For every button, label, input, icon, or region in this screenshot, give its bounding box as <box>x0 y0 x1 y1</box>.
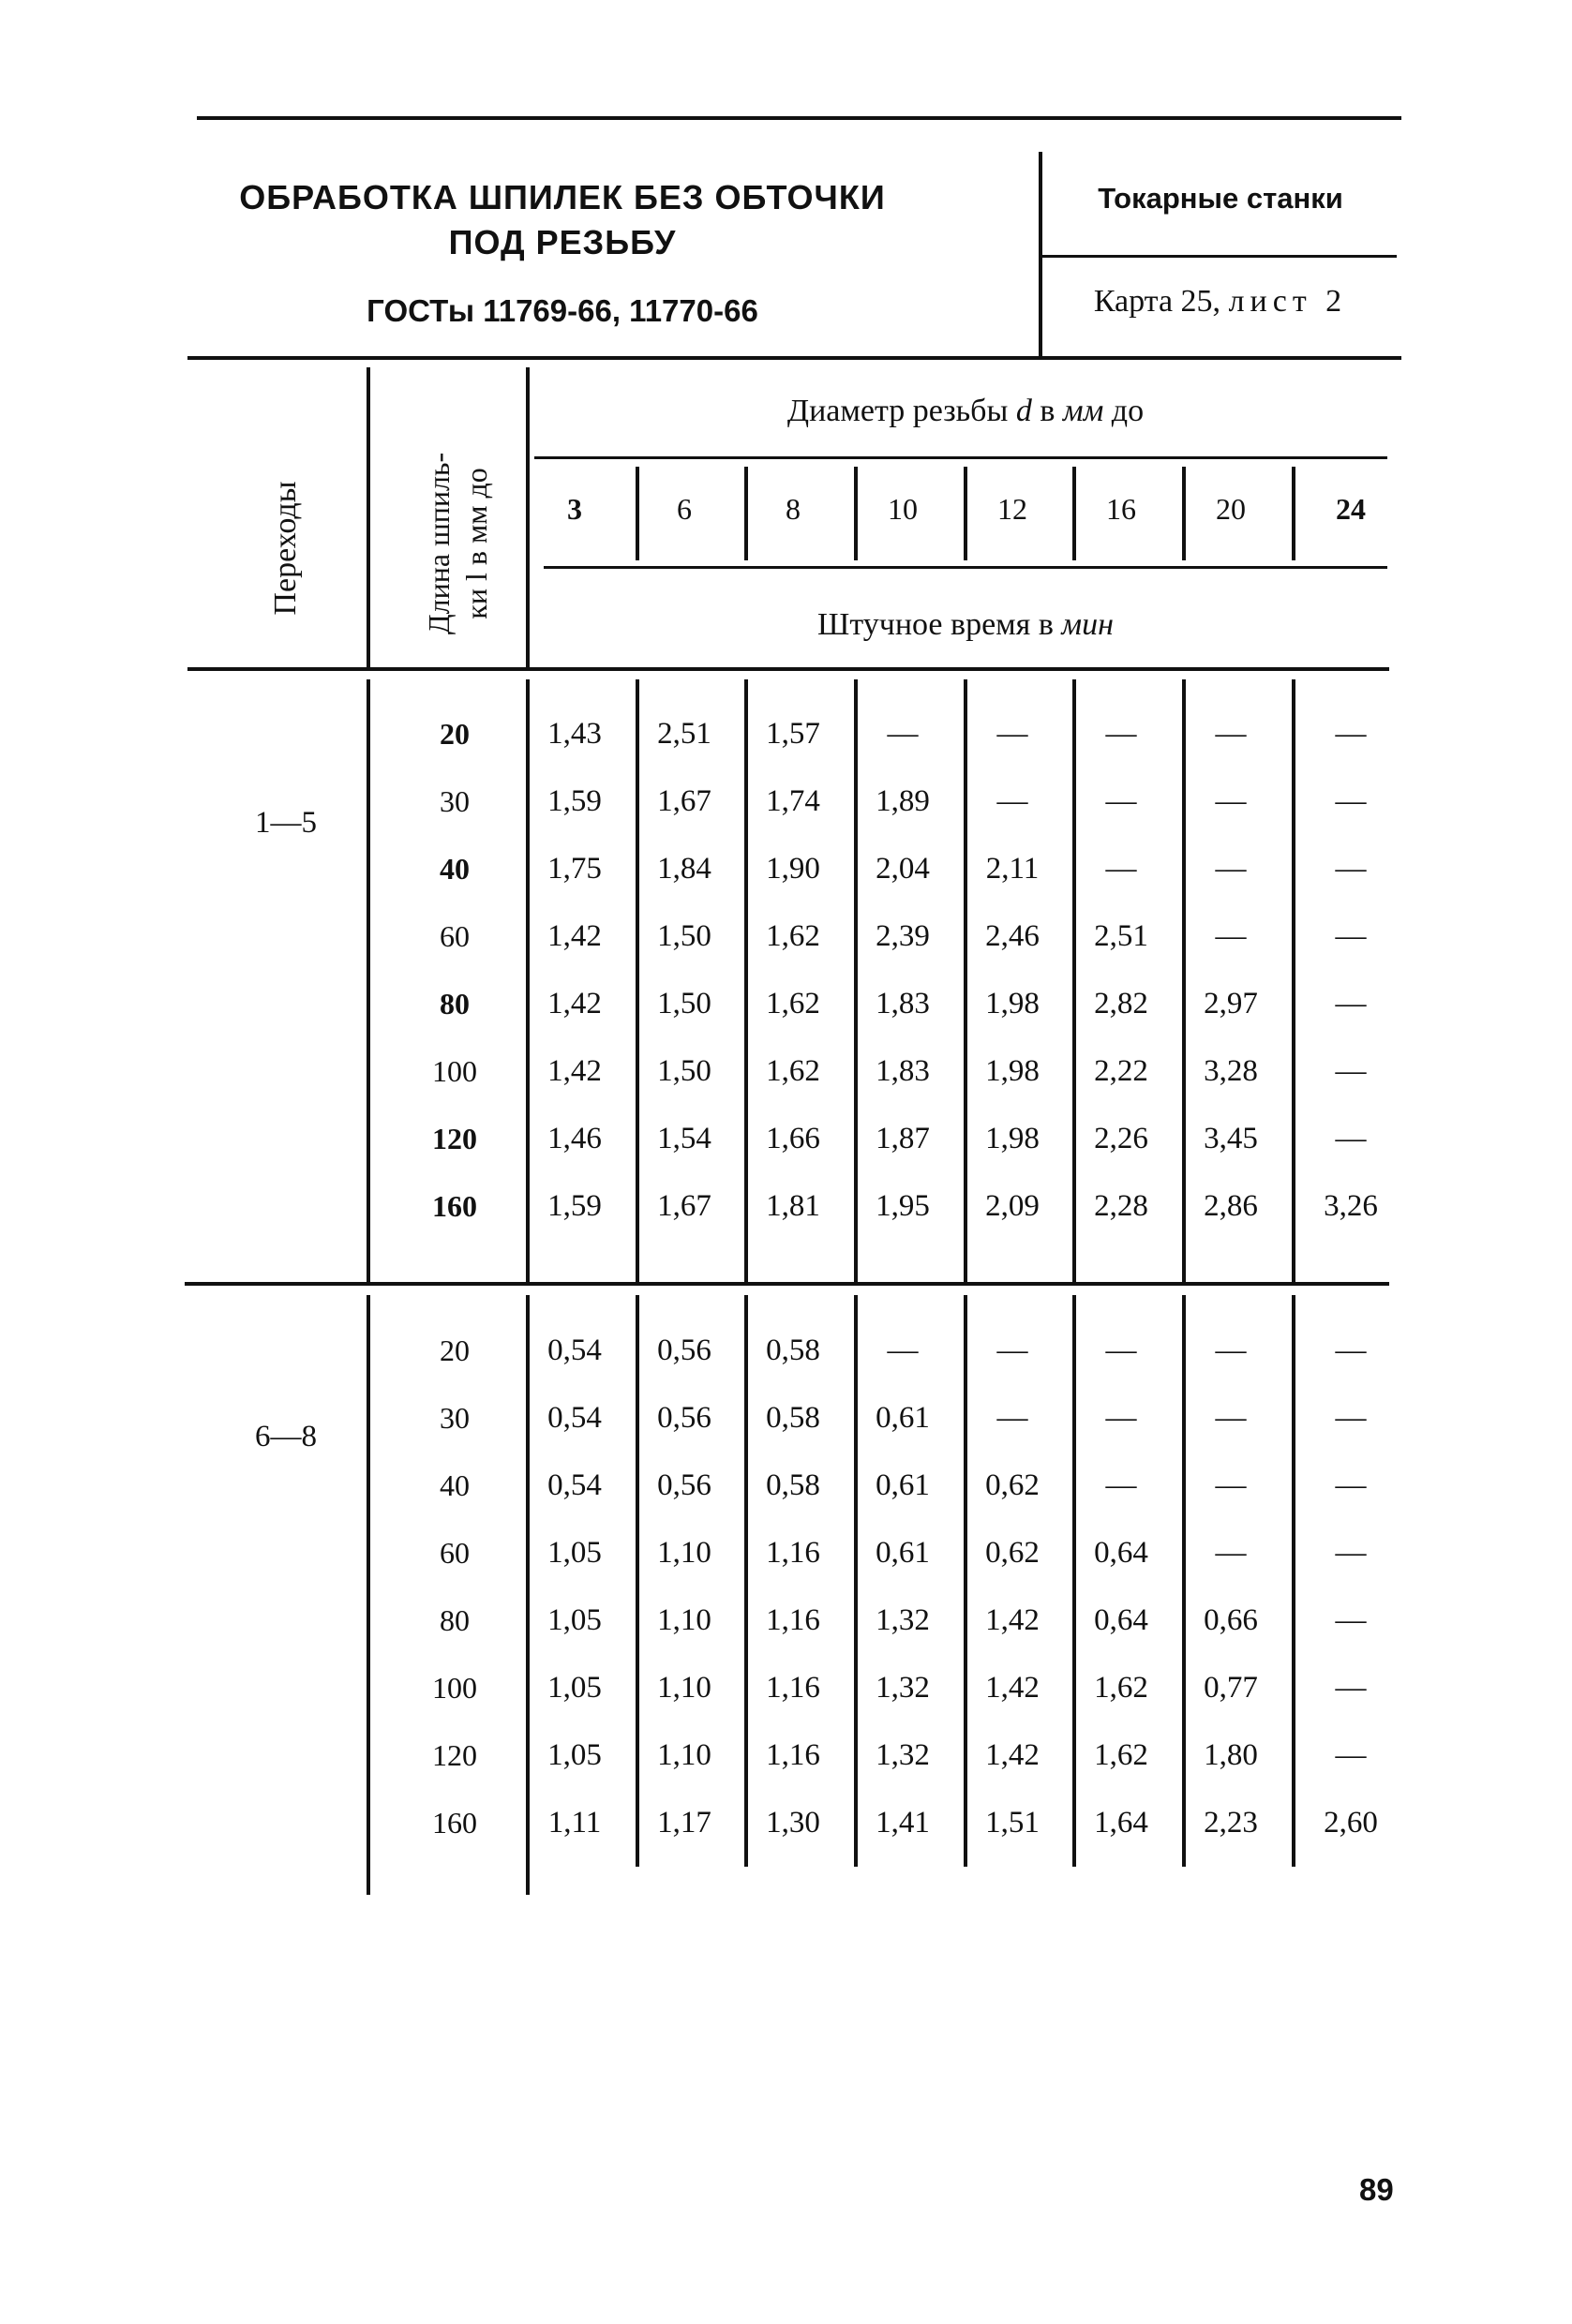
diameter-upto: до <box>1111 394 1145 428</box>
gost-reference: ГОСТы 11769-66, 11770-66 <box>367 293 758 328</box>
time-cell: 1,05 <box>547 1738 602 1772</box>
time-cell: 1,05 <box>547 1671 602 1705</box>
table-row <box>0 852 1572 893</box>
time-cell: — <box>1215 852 1247 886</box>
time-cell: 2,28 <box>1094 1189 1148 1223</box>
time-cell: — <box>996 1401 1028 1435</box>
time-cell: 1,67 <box>657 784 711 818</box>
time-cell: — <box>1215 1468 1247 1502</box>
col-line-5-2 <box>1072 1295 1076 1867</box>
time-cell: 1,51 <box>985 1806 1040 1840</box>
time-cell: 0,77 <box>1204 1671 1258 1705</box>
time-cell: — <box>1215 919 1247 953</box>
time-cell: 0,64 <box>1094 1603 1148 1637</box>
time-cell: — <box>1335 1671 1367 1705</box>
time-cell: 1,41 <box>876 1806 930 1840</box>
time-cell: 1,62 <box>766 987 820 1020</box>
time-cell: 1,16 <box>766 1738 820 1772</box>
diam-sep-2 <box>744 467 748 560</box>
header-side-rule <box>1042 255 1397 258</box>
page-number: 89 <box>1359 2172 1394 2207</box>
header-length <box>420 453 495 634</box>
time-cell: — <box>996 1333 1028 1367</box>
time-cell: 1,32 <box>876 1738 930 1772</box>
time-cell: 1,66 <box>766 1122 820 1155</box>
time-cell: 1,81 <box>766 1189 820 1223</box>
time-cell: 1,67 <box>657 1189 711 1223</box>
time-cell: 1,89 <box>876 784 930 818</box>
time-cell: 1,16 <box>766 1536 820 1570</box>
time-cell: 1,42 <box>985 1603 1040 1637</box>
time-cell: 1,74 <box>766 784 820 818</box>
diameter-col-3: 3 <box>567 492 582 526</box>
time-cell: 2,60 <box>1324 1806 1378 1840</box>
title-line-2: ПОД РЕЗЬБУ <box>448 223 677 261</box>
diameter-col-20: 20 <box>1216 492 1246 526</box>
table-row <box>0 1189 1572 1230</box>
time-label: Штучное время в <box>817 607 1054 642</box>
table-row <box>0 1054 1572 1095</box>
length-cell: 80 <box>440 987 470 1020</box>
time-cell: 0,62 <box>985 1536 1040 1570</box>
time-cell: 3,45 <box>1204 1122 1258 1155</box>
time-cell: — <box>1335 1468 1367 1502</box>
time-cell: 1,83 <box>876 1054 930 1088</box>
time-cell: 2,09 <box>985 1189 1040 1223</box>
diam-sep-7 <box>1292 467 1295 560</box>
diameter-label: Диаметр резьбы <box>786 394 1009 428</box>
time-cell: 1,83 <box>876 987 930 1020</box>
card-sheet <box>1042 284 1399 320</box>
time-cell: 0,58 <box>766 1333 820 1367</box>
time-cell: 2,26 <box>1094 1122 1148 1155</box>
time-cell: 2,46 <box>985 919 1040 953</box>
time-cell: 2,82 <box>1094 987 1148 1020</box>
diameter-rule <box>534 456 1387 459</box>
time-cell: 1,50 <box>657 919 711 953</box>
time-cell: — <box>1105 1468 1137 1502</box>
time-cell: 0,61 <box>876 1536 930 1570</box>
time-cell: 1,75 <box>547 852 602 886</box>
time-cell: 1,11 <box>547 1806 602 1840</box>
time-cell: 1,43 <box>547 717 602 751</box>
time-cell: 1,57 <box>766 717 820 751</box>
length-cell: 120 <box>432 1122 477 1155</box>
length-cell: 20 <box>440 717 470 751</box>
table-row <box>0 1603 1572 1645</box>
time-cell: — <box>996 784 1028 818</box>
length-cell: 100 <box>432 1054 477 1088</box>
time-cell: — <box>1215 717 1247 751</box>
length-cell: 20 <box>440 1333 470 1367</box>
header-bottom-rule <box>187 667 1389 671</box>
diameter-col-24: 24 <box>1336 492 1366 526</box>
time-cell: — <box>1105 1401 1137 1435</box>
table-row <box>0 1122 1572 1163</box>
length-cell: 160 <box>432 1189 477 1223</box>
time-cell: 1,59 <box>547 784 602 818</box>
time-cell: 1,46 <box>547 1122 602 1155</box>
time-cell: — <box>887 1333 919 1367</box>
time-cell: 1,16 <box>766 1603 820 1637</box>
diameter-col-16: 16 <box>1106 492 1136 526</box>
time-cell: 0,54 <box>547 1468 602 1502</box>
diameter-col-6: 6 <box>677 492 692 526</box>
time-cell: — <box>1105 852 1137 886</box>
group-separator <box>185 1282 1389 1286</box>
time-cell: 1,42 <box>547 1054 602 1088</box>
time-cell: 1,42 <box>547 919 602 953</box>
diam-sep-1 <box>636 467 639 560</box>
table-row <box>0 717 1572 758</box>
time-cell: — <box>1335 919 1367 953</box>
time-cell: — <box>1335 784 1367 818</box>
time-cell: — <box>1215 1401 1247 1435</box>
time-cell: — <box>1105 784 1137 818</box>
table-row <box>0 919 1572 961</box>
time-cell: 1,50 <box>657 1054 711 1088</box>
time-cell: 1,64 <box>1094 1806 1148 1840</box>
time-cell: — <box>1105 717 1137 751</box>
time-header <box>544 607 1387 643</box>
time-cell: 1,10 <box>657 1738 711 1772</box>
length-cell: 80 <box>440 1603 470 1637</box>
time-cell: 0,64 <box>1094 1536 1148 1570</box>
time-cell: 0,58 <box>766 1468 820 1502</box>
table-row <box>0 1738 1572 1780</box>
diameter-col-8: 8 <box>786 492 801 526</box>
time-cell: 1,42 <box>547 987 602 1020</box>
time-cell: 0,56 <box>657 1468 711 1502</box>
length-cell: 100 <box>432 1671 477 1705</box>
time-cell: 1,17 <box>657 1806 711 1840</box>
diameter-var: d <box>1015 394 1032 428</box>
transitions-group-label: 1—5 <box>255 806 317 840</box>
time-cell: 0,56 <box>657 1401 711 1435</box>
length-cell: 30 <box>440 1401 470 1435</box>
time-cell: 0,66 <box>1204 1603 1258 1637</box>
time-cell: 1,84 <box>657 852 711 886</box>
time-cell: 1,05 <box>547 1603 602 1637</box>
time-cell: 0,61 <box>876 1401 930 1435</box>
time-cell: 1,62 <box>766 1054 820 1088</box>
table-row <box>0 1536 1572 1577</box>
time-cell: 1,62 <box>1094 1671 1148 1705</box>
time-cell: 2,51 <box>657 717 711 751</box>
diam-sep-3 <box>854 467 858 560</box>
machine-type: Токарные станки <box>1098 182 1343 215</box>
time-cell: — <box>1335 1122 1367 1155</box>
table-row <box>0 1806 1572 1847</box>
time-cell: 2,97 <box>1204 987 1258 1020</box>
time-cell: 1,50 <box>657 987 711 1020</box>
time-cell: 0,61 <box>876 1468 930 1502</box>
time-cell: 1,10 <box>657 1536 711 1570</box>
top-rule <box>197 116 1401 120</box>
time-cell: — <box>1335 1054 1367 1088</box>
length-cell: 40 <box>440 852 470 886</box>
length-cell: 160 <box>432 1806 477 1840</box>
time-cell: 2,23 <box>1204 1806 1258 1840</box>
length-cell: 40 <box>440 1468 470 1502</box>
time-cell: 1,87 <box>876 1122 930 1155</box>
length-cell: 30 <box>440 784 470 818</box>
time-cell: 1,42 <box>985 1738 1040 1772</box>
col-line-3-2 <box>854 1295 858 1867</box>
diameter-unit: мм <box>1062 394 1104 428</box>
diam-sep-5 <box>1072 467 1076 560</box>
time-cell: 1,10 <box>657 1603 711 1637</box>
diameter-col-10: 10 <box>888 492 918 526</box>
time-cell: 3,26 <box>1324 1189 1378 1223</box>
time-cell: — <box>1335 1603 1367 1637</box>
time-cell: 1,32 <box>876 1671 930 1705</box>
time-cell: 0,58 <box>766 1401 820 1435</box>
diameter-in: в <box>1040 394 1055 428</box>
col-line-transitions-2 <box>367 1295 370 1895</box>
transitions-group-label: 6—8 <box>255 1420 317 1453</box>
title-line-1: ОБРАБОТКА ШПИЛЕК БЕЗ ОБТОЧКИ <box>239 178 886 216</box>
time-cell: 0,56 <box>657 1333 711 1367</box>
time-cell: — <box>887 717 919 751</box>
time-cell: — <box>1105 1333 1137 1367</box>
diameter-header <box>544 394 1387 429</box>
col-line-length-2 <box>526 1295 530 1895</box>
length-cell: 60 <box>440 1536 470 1570</box>
header-transitions: Переходы <box>268 481 303 616</box>
time-cell: 1,62 <box>1094 1738 1148 1772</box>
table-row <box>0 1468 1572 1510</box>
header-length-line-1: Длина шпиль- <box>422 452 456 635</box>
time-cell: 1,98 <box>985 1122 1040 1155</box>
col-line-6-2 <box>1182 1295 1186 1867</box>
diameter-header-row <box>0 492 1572 533</box>
diameter-col-12: 12 <box>997 492 1027 526</box>
time-cell: 1,59 <box>547 1189 602 1223</box>
col-line-7-2 <box>1292 1295 1295 1867</box>
time-cell: — <box>1335 1401 1367 1435</box>
time-cell: 1,98 <box>985 1054 1040 1088</box>
time-cell: 3,28 <box>1204 1054 1258 1088</box>
table-row <box>0 1333 1572 1375</box>
time-cell: 1,10 <box>657 1671 711 1705</box>
time-cell: 1,98 <box>985 987 1040 1020</box>
length-cell: 120 <box>432 1738 477 1772</box>
time-cell: 2,39 <box>876 919 930 953</box>
diam-sep-4 <box>964 467 967 560</box>
time-cell: 0,54 <box>547 1333 602 1367</box>
table-row <box>0 1671 1572 1712</box>
diam-sep-6 <box>1182 467 1186 560</box>
time-cell: 1,16 <box>766 1671 820 1705</box>
col-line-2-2 <box>744 1295 748 1867</box>
card-sheet-label: лист 2 <box>1228 284 1348 319</box>
table-top-rule <box>187 356 1401 360</box>
time-cell: — <box>1215 784 1247 818</box>
time-cell: 1,90 <box>766 852 820 886</box>
table-row <box>0 784 1572 826</box>
time-cell: 1,62 <box>766 919 820 953</box>
time-cell: 1,32 <box>876 1603 930 1637</box>
time-cell: — <box>1215 1536 1247 1570</box>
table-row <box>0 987 1572 1028</box>
time-cell: 1,05 <box>547 1536 602 1570</box>
time-cell: 2,04 <box>876 852 930 886</box>
time-cell: 1,54 <box>657 1122 711 1155</box>
time-cell: 1,95 <box>876 1189 930 1223</box>
time-cell: 1,80 <box>1204 1738 1258 1772</box>
length-cell: 60 <box>440 919 470 953</box>
col-line-1-2 <box>636 1295 639 1867</box>
time-cell: — <box>1335 1738 1367 1772</box>
time-cell: — <box>1335 987 1367 1020</box>
time-cell: 2,51 <box>1094 919 1148 953</box>
time-cell: — <box>996 717 1028 751</box>
time-cell: 1,42 <box>985 1671 1040 1705</box>
time-cell: — <box>1335 1536 1367 1570</box>
time-cell: 2,11 <box>985 852 1040 886</box>
time-cell: 0,54 <box>547 1401 602 1435</box>
col-line-4-2 <box>964 1295 967 1867</box>
table-row <box>0 1401 1572 1442</box>
card-prefix: Карта 25, <box>1093 284 1221 319</box>
time-cell: 0,62 <box>985 1468 1040 1502</box>
time-cell: — <box>1335 1333 1367 1367</box>
time-cell: — <box>1335 717 1367 751</box>
time-cell: — <box>1335 852 1367 886</box>
time-rule <box>544 566 1387 569</box>
header-length-line-2: ки l в мм до <box>459 468 493 619</box>
time-cell: 2,86 <box>1204 1189 1258 1223</box>
time-unit: мин <box>1061 607 1114 642</box>
time-cell: 2,22 <box>1094 1054 1148 1088</box>
time-cell: — <box>1215 1333 1247 1367</box>
time-cell: 1,30 <box>766 1806 820 1840</box>
